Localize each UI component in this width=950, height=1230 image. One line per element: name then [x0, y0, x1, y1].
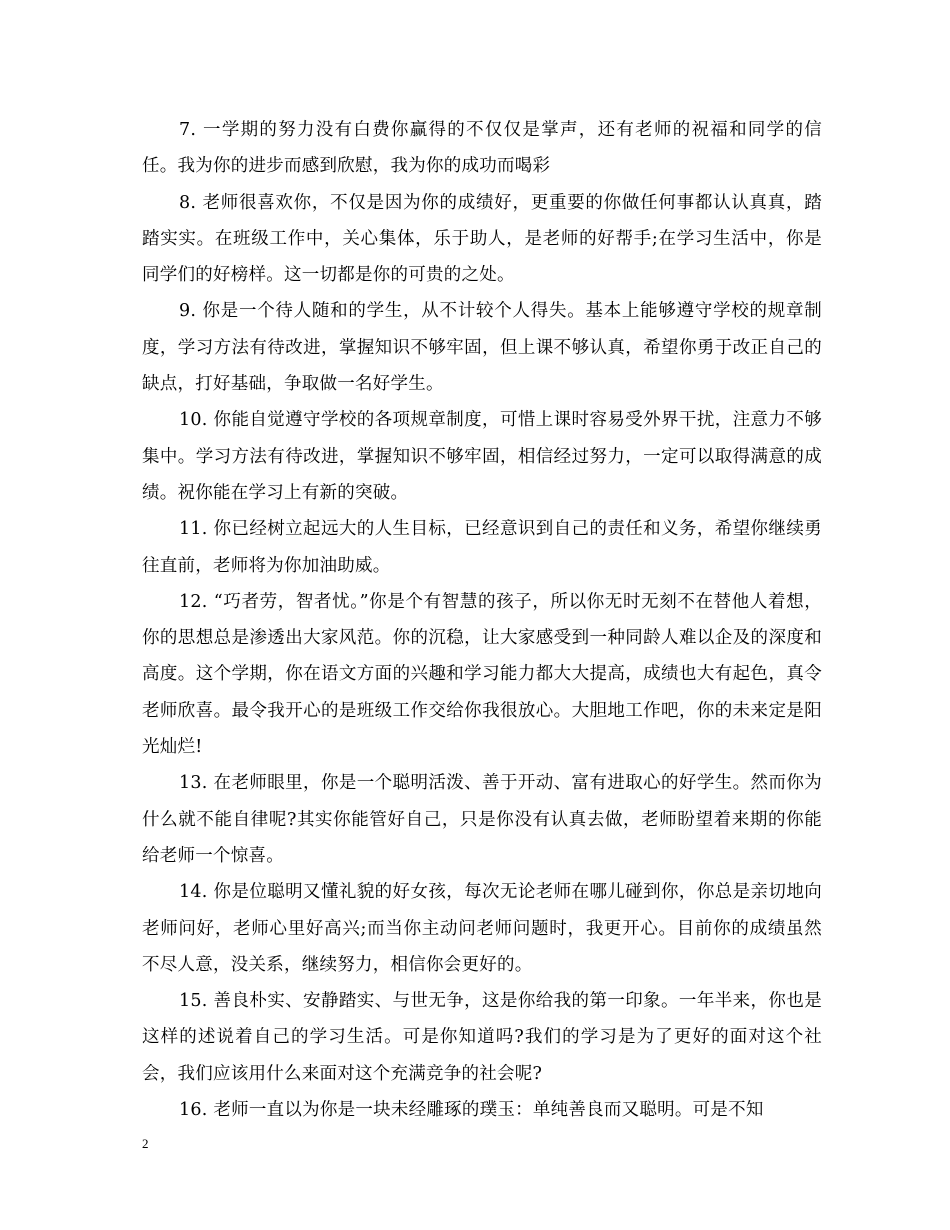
- paragraph-8: 8. 老师很喜欢你，不仅是因为你的成绩好，更重要的你做任何事都认认真真，踏踏实实。在班级工作中，关心集体，乐于助人，是老师的好帮手;在学习生活中，你是同学们的好榜样。这一切都是你的可贵的之处。: [142, 192, 822, 286]
- paragraph-13: 13. 在老师眼里，你是一个聪明活泼、善于开动、富有进取心的好学生。然而你为什么就不能自律呢?其实你能管好自己，只是你没有认真去做，老师盼望着来期的你能给老师一个惊喜。: [142, 773, 822, 866]
- paragraph-11: 11. 你已经树立起远大的人生目标，已经意识到自己的责任和义务，希望你继续勇往直前，老师将为你加油助威。: [142, 519, 822, 576]
- paragraph-12: 12. “巧者劳，智者忧。”你是个有智慧的孩子，所以你无时无刻不在替他人着想，你的思想总是渗透出大家风范。你的沉稳，让大家感受到一种同龄人难以企及的深度和高度。这个学期，你在语文方面的兴趣和学习能力都大大提高，成绩也大有起色，真令老师欣喜。最令我开心的是班级工作交给你我很放心。大胆地工作吧，你的未来定是阳光灿烂!: [142, 591, 822, 758]
- paragraph-16: 16. 老师一直以为你是一块未经雕琢的璞玉：单纯善良而又聪明。可是不知: [179, 1100, 764, 1121]
- document-body: [142, 112, 822, 1128]
- paragraph-14: 14. 你是位聪明又懂礼貌的好女孩，每次无论老师在哪儿碰到你，你总是亲切地向老师问好，老师心里好高兴;而当你主动问老师问题时，我更开心。目前你的成绩虽然不尽人意，没关系，继续努力，相信你会更好的。: [142, 882, 822, 975]
- paragraph-10: 10. 你能自觉遵守学校的各项规章制度，可惜上课时容易受外界干扰，注意力不够集中。学习方法有待改进，掌握知识不够牢固，相信经过努力，一定可以取得满意的成绩。祝你能在学习上有新的突破。: [142, 410, 822, 503]
- paragraph-15: 15. 善良朴实、安静踏实、与世无争，这是你给我的第一印象。一年半来，你也是这样的述说着自己的学习生活。可是你知道吗?我们的学习是为了更好的面对这个社会，我们应该用什么来面对这个充满竞争的社会呢?: [142, 991, 822, 1084]
- paragraph-9: 9. 你是一个待人随和的学生，从不计较个人得失。基本上能够遵守学校的规章制度，学习方法有待改进，掌握知识不够牢固，但上课不够认真，希望你勇于改正自己的缺点，打好基础，争取做一名好学生。: [142, 301, 822, 395]
- paragraph-7: 7. 一学期的努力没有白费你赢得的不仅仅是掌声，还有老师的祝福和同学的信任。我为你的进步而感到欣慰，我为你的成功而喝彩: [142, 120, 822, 177]
- page-number: 2: [142, 1136, 149, 1151]
